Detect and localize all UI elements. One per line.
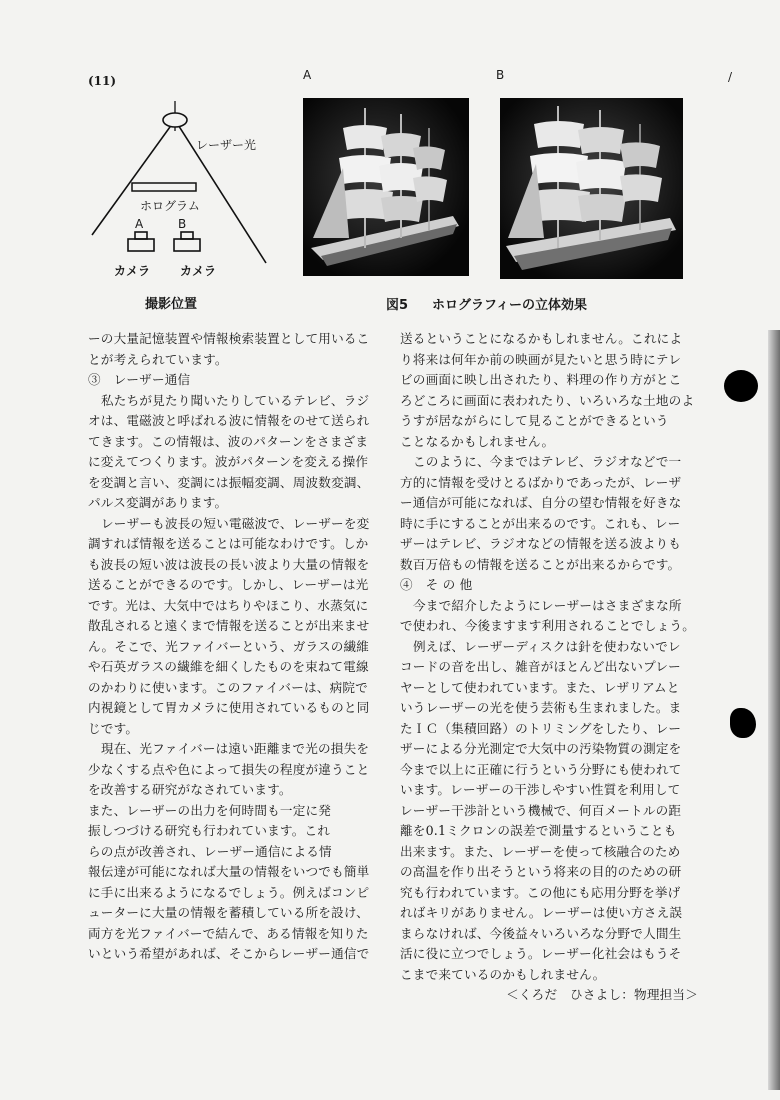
left-column bbox=[88, 329, 374, 965]
margin-mark: / bbox=[728, 70, 733, 84]
photo-b-letter: B bbox=[496, 68, 505, 82]
ship-photo-a bbox=[303, 98, 469, 276]
diagram-caption: 撮影位置 bbox=[145, 297, 198, 312]
ship-photo-b bbox=[500, 98, 683, 279]
figure-caption bbox=[386, 294, 587, 313]
text-line: とが考えられています。 bbox=[88, 351, 228, 367]
text-line: や石英ガラスの繊維を細くしたものを束ねて電線 bbox=[88, 659, 369, 674]
text-line: らの点が改善され、レーザー通信による情 bbox=[88, 843, 332, 859]
text-line: り将来は何年か前の映画が見たいと思う時にテレ bbox=[400, 351, 682, 367]
text-line: うすが居ながらにして見ることができるという bbox=[400, 413, 669, 428]
text-line: で使われ、今後ますます利用されることでしょう。 bbox=[400, 618, 696, 633]
camera-a-icon bbox=[128, 232, 154, 251]
text-line: 振しつづける研究も行われています。これ bbox=[88, 823, 331, 838]
text-line: 数百万倍もの情報を送ることが出来るからです。 bbox=[400, 556, 681, 572]
text-line: パルス変調があります。 bbox=[88, 495, 228, 510]
text-line: いという希望があれば、そこからレーザー通信で bbox=[88, 946, 370, 961]
text-line: 内視鏡として胃カメラに使用されているものと同 bbox=[88, 700, 370, 715]
text-line: ろどころに画面に表われたり、いろいろな土地のよ bbox=[400, 392, 695, 408]
ink-blot bbox=[730, 708, 756, 738]
laser-label: レーザー光 bbox=[196, 138, 257, 152]
text-line: 送るということになるかもしれません。これによ bbox=[400, 331, 683, 346]
text-line: を改善する研究がなされています。 bbox=[88, 782, 292, 797]
text-line: 現在、光ファイバーは遠い距離まで光の損失を bbox=[101, 741, 370, 756]
text-line: ザーはテレビ、ラジオなどの情報を送る波よりも bbox=[400, 536, 682, 551]
text-line: 両方を光ファイバーで結んで、ある情報を知りた bbox=[88, 925, 369, 941]
text-line: 報伝達が可能になれば大量の情報をいつでも簡単 bbox=[88, 864, 370, 879]
text-line: ーの大量記憶装置や情報検索装置として用いるこ bbox=[88, 331, 370, 346]
text-line: たＩＣ（集積回路）のトリミングをしたり、レー bbox=[400, 720, 682, 736]
text-line: ことなるかもしれません。 bbox=[400, 433, 555, 449]
text-line: です。光は、大気中ではちりやほこり、水蒸気に bbox=[88, 597, 369, 613]
text-line: 例えば、レーザーディスクは針を使わないでレ bbox=[413, 638, 681, 654]
text-line: 今まで紹介したようにレーザーはさまざまな所 bbox=[413, 597, 682, 613]
text-line: を変調と言い、変調には振幅変調、周波数変調、 bbox=[88, 474, 370, 490]
text-line: じです。 bbox=[88, 720, 139, 736]
text-line: まらなければ、今後益々いろいろな分野で人間生 bbox=[400, 925, 682, 941]
text-line: に変えてつくります。波がパターンを変える操作 bbox=[88, 454, 369, 469]
text-line: のかわりに使います。このファイバーは、病院で bbox=[88, 679, 368, 695]
text-line: ③ レーザー通信 bbox=[88, 372, 191, 387]
text-line: ④ そ の 他 bbox=[400, 577, 473, 592]
text-line: 調すれば情報を送ることは可能なわけです。しか bbox=[88, 536, 369, 551]
photo-a-letter: A bbox=[303, 68, 312, 82]
text-line: こまで来ているのかもしれません。 bbox=[400, 966, 606, 982]
text-line: 方的に情報を受けとるばかりであったが、レーザ bbox=[400, 474, 682, 490]
ink-blot bbox=[724, 370, 758, 402]
text-line: ー通信が可能になれば、自分の望む情報を好きな bbox=[400, 495, 682, 510]
text-line: 究も行われています。この他にも応用分野を挙げ bbox=[400, 884, 681, 900]
text-line: ればキリがありません。レーザーは使い方さえ誤 bbox=[400, 905, 683, 920]
text-line: ザーによる分光測定で大気中の汚染物質の測定を bbox=[400, 741, 682, 756]
text-line: ヤーとして使われています。また、レザリアムと bbox=[400, 679, 680, 695]
text-line: ューターに大量の情報を蓄積している所を設け、 bbox=[88, 905, 369, 920]
text-line: オは、電磁波と呼ばれる波に情報をのせて送られ bbox=[88, 413, 370, 428]
text-line: 時に手にすることが出来るのです。これも、レー bbox=[400, 515, 681, 531]
right-column bbox=[400, 329, 700, 1006]
author-signature: ＜くろだ ひさよし：物理担当＞ bbox=[506, 987, 698, 1002]
text-line: います。レーザーの干渉しやすい性質を利用して bbox=[400, 782, 681, 797]
text-line: いうレーザーの光を使う芸術も生まれました。ま bbox=[400, 700, 682, 715]
text-line: に手に出来るようになるでしょう。例えばコンピ bbox=[88, 884, 370, 900]
figure-number: 図5 bbox=[386, 298, 409, 313]
text-line: 今まで以上に正確に行うという分野にも使われて bbox=[400, 761, 682, 777]
text-line: ん。そこで、光ファイバーという、ガラスの繊維 bbox=[88, 638, 370, 654]
text-line: 私たちが見たり聞いたりしているテレビ、ラジ bbox=[101, 392, 370, 408]
text-line: 少なくする点や色によって損失の程度が違うこと bbox=[88, 761, 370, 777]
text-line: てきます。この情報は、波のパターンをさまざま bbox=[88, 433, 369, 449]
camera-b-label: カメラ bbox=[180, 264, 217, 278]
text-line: また、レーザーの出力を何時間も一定に発 bbox=[88, 802, 332, 818]
hologram-label: ホログラム bbox=[140, 199, 200, 213]
text-line: 活に役に立つでしょう。レーザー化社会はもうそ bbox=[400, 946, 682, 961]
figure-title: ホログラフィーの立体効果 bbox=[432, 298, 588, 313]
text-line: レーザーも波長の短い電磁波で、レーザーを変 bbox=[101, 515, 370, 531]
text-line: も波長の短い波は波長の長い波より大量の情報を bbox=[88, 556, 370, 572]
camera-b-letter: B bbox=[178, 217, 187, 231]
text-line: 離を0.1ミクロンの誤差で測量するということも bbox=[400, 823, 677, 838]
text-line: 散乱されると遠くまで情報を送ることが出来ませ bbox=[88, 618, 370, 633]
text-line: コードの音を出し、雑音がほとんど出ないプレー bbox=[400, 659, 681, 674]
text-line: 出来ます。また、レーザーを使って核融合のため bbox=[400, 843, 681, 859]
camera-a-label: カメラ bbox=[114, 264, 151, 278]
text-line: レーザー干渉計という機械で、何百メートルの距 bbox=[400, 802, 682, 818]
text-line: 送ることができるのです。しかし、レーザーは光 bbox=[88, 577, 369, 592]
text-line: ビの画面に映し出されたり、料理の作り方がとこ bbox=[400, 372, 682, 387]
camera-a-letter: A bbox=[135, 217, 144, 231]
text-line: の高温を作り出そうという将来の目的のための研 bbox=[400, 864, 682, 879]
page-edge-shadow bbox=[768, 330, 780, 1090]
page-mark: (11) bbox=[88, 74, 117, 88]
camera-b-icon bbox=[174, 232, 200, 251]
text-line: このように、今まではテレビ、ラジオなどで一 bbox=[413, 454, 682, 469]
